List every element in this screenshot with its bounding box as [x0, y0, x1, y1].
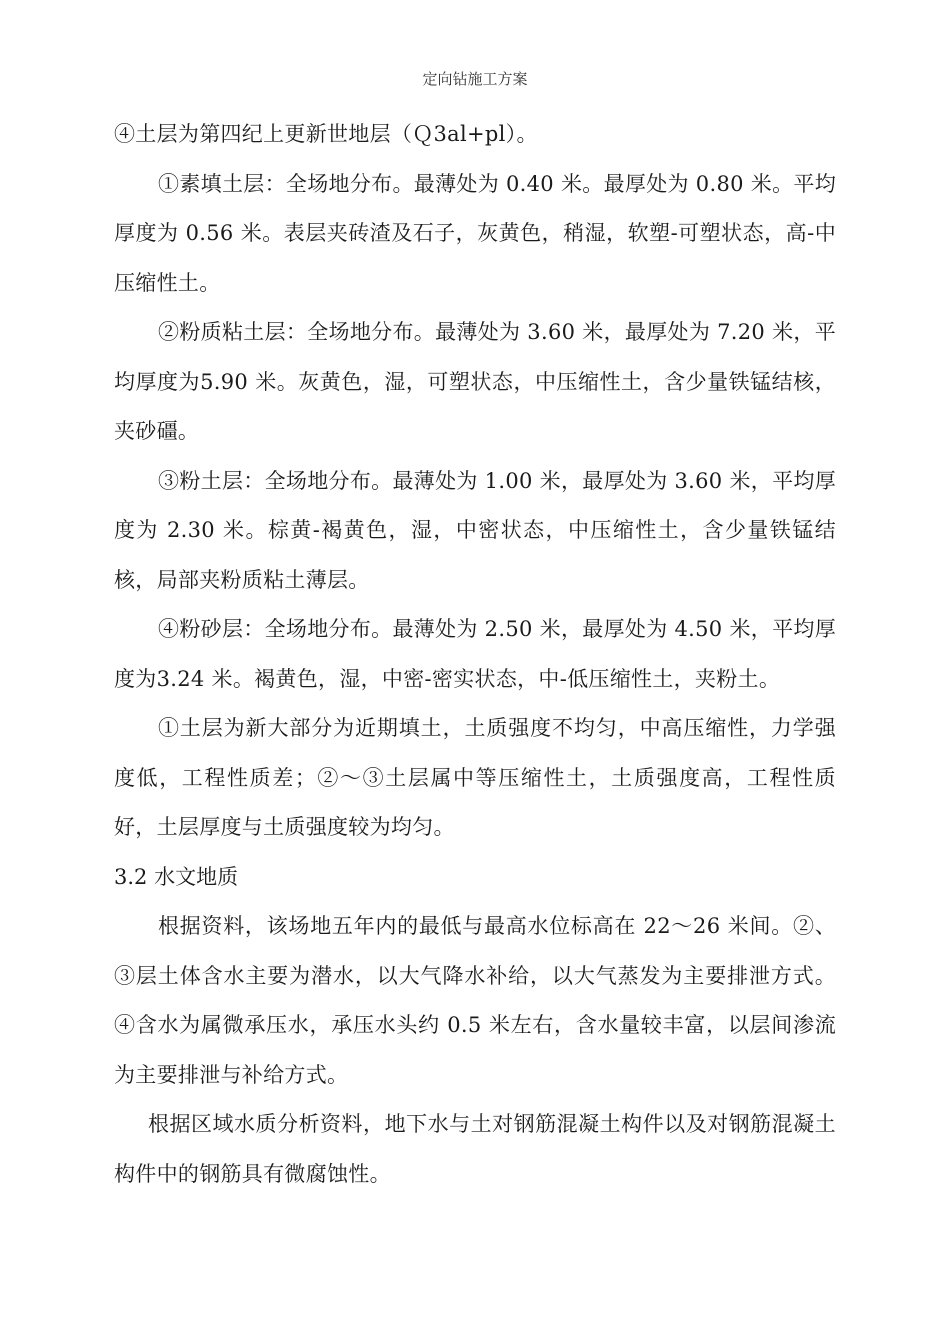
- paragraph-silt: ③粉土层：全场地分布。最薄处为 1.00 米，最厚处为 3.60 米，平均厚度为 2.30 米。棕黄-褐黄色，湿，中密状态，中压缩性土，含少量铁锰结核，局部夹粉质粘土薄层。: [114, 468, 836, 592]
- paragraph-groundwater: 根据资料，该场地五年内的最低与最高水位标高在 22～26 米间。②、③层土体含水主要为潜水，以大气降水补给，以大气蒸发为主要排泄方式。④含水为属微承压水，承压水头约 0.5 米左右，含水量较丰富，以层间渗流为主要排泄与补给方式。: [114, 914, 836, 1087]
- section-heading-hydrogeology: 3.2 水文地质: [114, 864, 239, 889]
- page-header: 定向钻施工方案: [422, 70, 528, 88]
- paragraph-silty-sand: ④粉砂层：全场地分布。最薄处为 2.50 米，最厚处为 4.50 米，平均厚度为3.24 米。褐黄色，湿，中密-密实状态，中-低压缩性土，夹粉土。: [114, 617, 836, 691]
- paragraph-silty-clay: ②粉质粘土层：全场地分布。最薄处为 3.60 米，最厚处为 7.20 米，平均厚度为5.90 米。灰黄色，湿，可塑状态，中压缩性土，含少量铁锰结核，夹砂礓。: [114, 320, 836, 443]
- paragraph-fill-soil: ①素填土层：全场地分布。最薄处为 0.40 米。最厚处为 0.80 米。平均厚度为 0.56 米。表层夹砖渣及石子，灰黄色，稍湿，软塑-可塑状态，高-中压缩性土。: [114, 171, 836, 295]
- paragraph-soil-evaluation: ①土层为新大部分为近期填土，土质强度不均匀，中高压缩性，力学强度低，工程性质差；②～③土层属中等压缩性土，土质强度高，工程性质好，土层厚度与土质强度较为均匀。: [114, 716, 836, 839]
- paragraph-stratum-intro: ④土层为第四纪上更新世地层（Ｑ3al+pl）。: [114, 122, 538, 146]
- document-body: [114, 110, 836, 1199]
- paragraph-corrosion: 根据区域水质分析资料，地下水与土对钢筋混凝土构件以及对钢筋混凝土构件中的钢筋具有微腐蚀性。: [114, 1112, 836, 1186]
